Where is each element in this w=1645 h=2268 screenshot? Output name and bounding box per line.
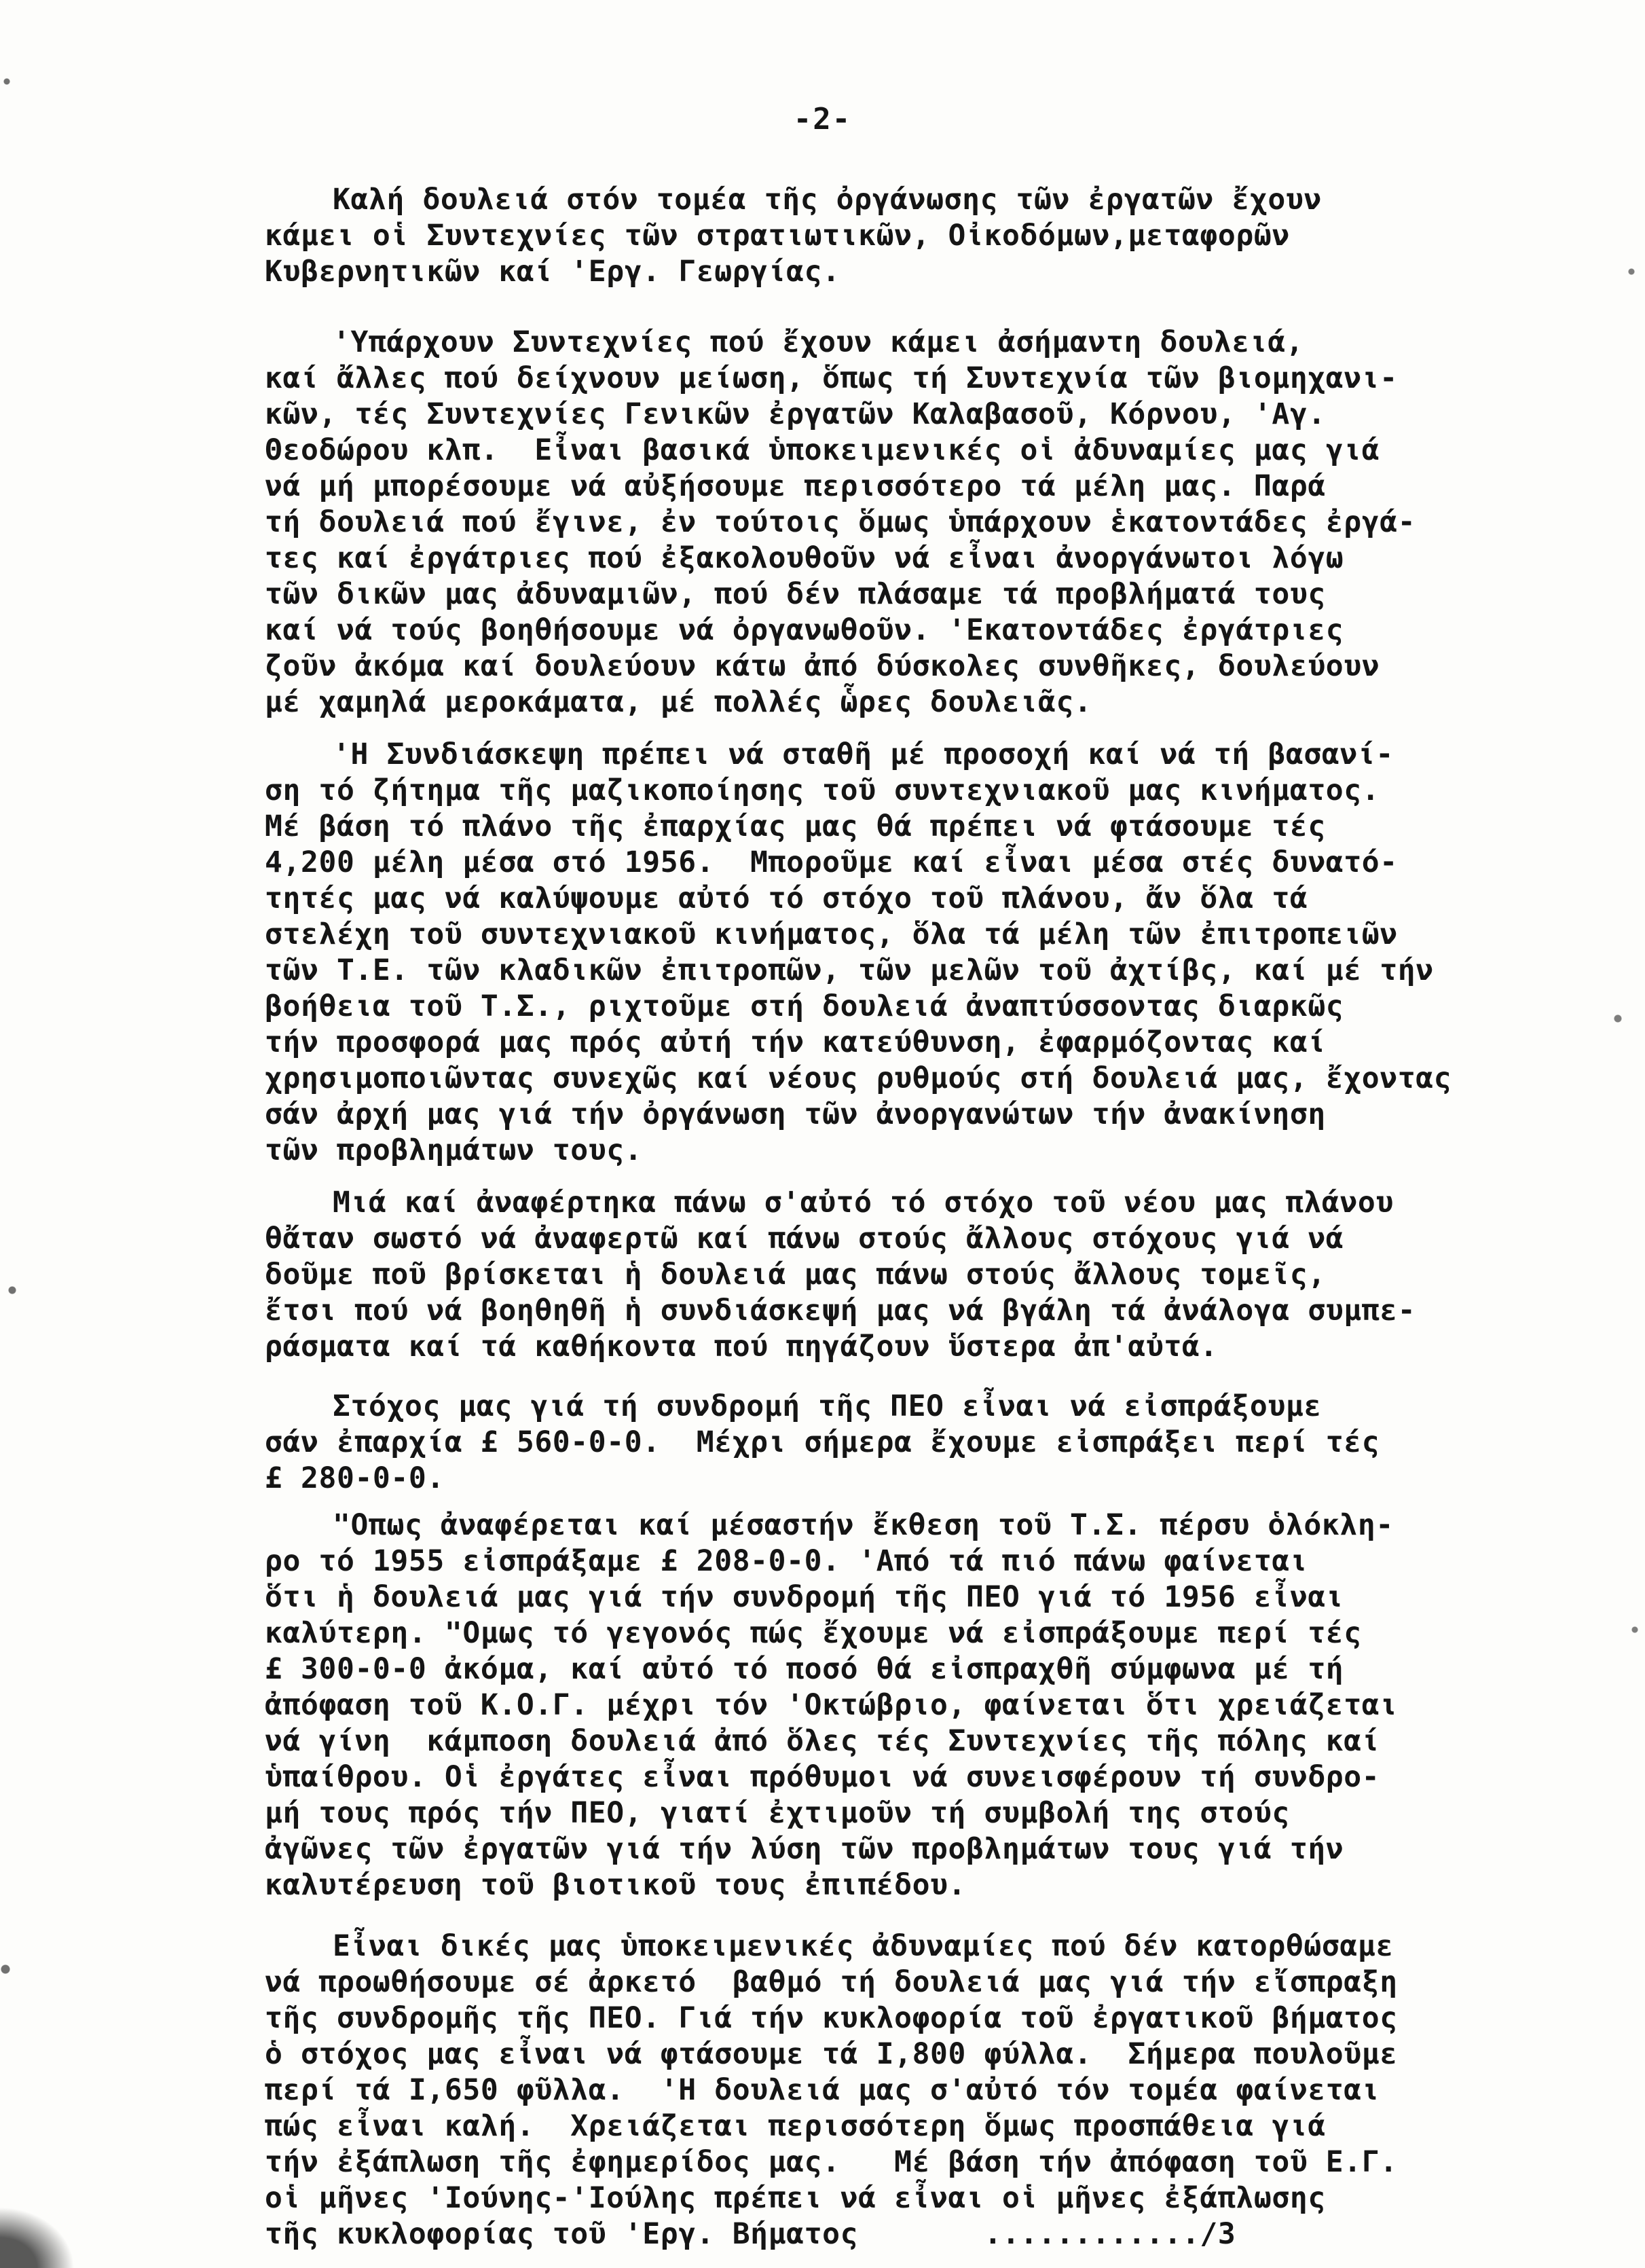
text-line: κάμει οἱ Συντεχνίες τῶν στρατιωτικῶν, Οἰκοδόμων,μεταφορῶν: [265, 219, 1290, 253]
text-line: στελέχη τοῦ συντεχνιακοῦ κινήματος, ὅλα τά μέλη τῶν ἐπιτροπειῶν: [265, 917, 1398, 951]
paragraph-conference-mass-membership: [265, 737, 1609, 1169]
text-line: τῶν δικῶν μας ἀδυναμιῶν, πού δέν πλάσαμε τά προβλήματά τους: [265, 577, 1326, 611]
text-line: ρο τό 1955 εἰσπράξαμε £ 208-0-0. 'Από τά πιό πάνω φαίνεται: [265, 1544, 1308, 1578]
scan-corner-smudge: [0, 2207, 75, 2268]
page-number: -2-: [793, 102, 852, 136]
text-line: βοήθεια τοῦ Τ.Σ., ριχτοῦμε στή δουλειά ἀναπτύσσοντας διαρκῶς: [265, 989, 1344, 1023]
text-line: ση τό ζήτημα τῆς μαζικοποίησης τοῦ συντεχνιακοῦ μας κινήματος.: [265, 773, 1380, 807]
text-line: Κυβερνητικῶν καί 'Εργ. Γεωργίας.: [265, 255, 840, 289]
text-line: τήν προσφορά μας πρός αὐτή τήν κατεύθυνση, ἐφαρμόζοντας καί: [265, 1025, 1326, 1059]
text-line: σάν ἐπαρχία £ 560-0-0. Μέχρι σήμερα ἔχουμε εἰσπράξει περί τές: [265, 1425, 1380, 1459]
text-line: £ 280-0-0.: [265, 1461, 445, 1495]
text-line: καί νά τούς βοηθήσουμε νά ὀργανωθοῦν. 'Εκατοντάδες ἐργάτριες: [265, 613, 1344, 647]
text-line: ὁ στόχος μας εἶναι νά φτάσουμε τά I,800 φύλλα. Σήμερα πουλοῦμε: [265, 2037, 1398, 2071]
text-line: τήν ἐξάπλωση τῆς ἐφημερίδος μας. Μέ βάση τήν ἀπόφαση τοῦ Ε.Γ.: [265, 2145, 1398, 2179]
text-line: θἄταν σωστό νά ἀναφερτῶ καί πάνω στούς ἄλλους στόχους γιά νά: [265, 1222, 1344, 1256]
text-line: δοῦμε ποῦ βρίσκεται ἡ δουλειά μας πάνω στούς ἄλλους τομεῖς,: [265, 1258, 1326, 1292]
text-line: τῶν Τ.Ε. τῶν κλαδικῶν ἐπιτροπῶν, τῶν μελῶν τοῦ ἀχτίβς, καί μέ τήν: [265, 953, 1434, 987]
text-line: περί τά I,650 φῦλλα. 'Η δουλειά μας σ'αὐτό τόν τομέα φαίνεται: [265, 2073, 1380, 2107]
scan-edge-noise-left: [0, 0, 27, 2268]
text-line: ἀπόφαση τοῦ Κ.Ο.Γ. μέχρι τόν 'Οκτώβριο, φαίνεται ὅτι χρειάζεται: [265, 1688, 1398, 1722]
paragraph-organization-work: [265, 182, 1609, 290]
text-line: ἔτσι πού νά βοηθηθῆ ἡ συνδιάσκεψή μας νά βγάλη τά ἀνάλογα συμπε-: [265, 1294, 1416, 1328]
text-line: 'Η Συνδιάσκεψη πρέπει νά σταθῆ μέ προσοχή καί νά τή βασανί-: [333, 737, 1394, 771]
paragraph-subscription-progress: [265, 1507, 1609, 1903]
paragraph-peo-subscription-target: [265, 1389, 1609, 1497]
text-line: Στόχος μας γιά τή συνδρομή τῆς ΠΕΟ εἶναι νά εἰσπράξουμε: [333, 1389, 1322, 1423]
text-line: τητές μας νά καλύψουμε αὐτό τό στόχο τοῦ πλάνου, ἄν ὅλα τά: [265, 881, 1308, 915]
text-line: μέ χαμηλά μεροκάματα, μέ πολλές ὧρες δουλειᾶς.: [265, 685, 1092, 719]
text-line: ὑπαίθρου. Οἱ ἐργάτες εἶναι πρόθυμοι νά συνεισφέρουν τή συνδρο-: [265, 1760, 1380, 1794]
text-line: Μέ βάση τό πλάνο τῆς ἐπαρχίας μας θά πρέπει νά φτάσουμε τές: [265, 809, 1326, 843]
text-line: "Οπως ἀναφέρεται καί μέσαστήν ἔκθεση τοῦ Τ.Σ. πέρσυ ὁλόκλη-: [333, 1508, 1394, 1542]
text-line: νά προωθήσουμε σέ ἀρκετό βαθμό τή δουλειά μας γιά τήν εἴσπραξη: [265, 1965, 1398, 1999]
text-line: Καλή δουλειά στόν τομέα τῆς ὀργάνωσης τῶν ἐργατῶν ἔχουν: [333, 183, 1322, 217]
text-line: τή δουλειά πού ἔγινε, ἐν τούτοις ὅμως ὑπάρχουν ἑκατοντάδες ἐργά-: [265, 505, 1416, 539]
text-line: £ 300-0-0 ἀκόμα, καί αὐτό τό ποσό θά εἰσπραχθῆ σύμφωνα μέ τή: [265, 1652, 1344, 1686]
text-line: κῶν, τές Συντεχνίες Γενικῶν ἐργατῶν Καλαβασοῦ, Κόρνου, 'Αγ.: [265, 397, 1326, 431]
text-line: οἱ μῆνες 'Ιούνης-'Ιούλης πρέπει νά εἶναι οἱ μῆνες ἐξάπλωσης: [265, 2181, 1326, 2215]
text-line: τες καί ἐργάτριες πού ἐξακολουθοῦν νά εἶναι ἀνοργάνωτοι λόγω: [265, 541, 1344, 575]
text-line: νά μή μπορέσουμε νά αὐξήσουμε περισσότερο τά μέλη μας. Παρά: [265, 469, 1326, 503]
text-line: Εἶναι δικές μας ὑποκειμενικές ἀδυναμίες πού δέν κατορθώσαμε: [333, 1929, 1394, 1963]
text-line: ἀγῶνες τῶν ἐργατῶν γιά τήν λύση τῶν προβλημάτων τους γιά τήν: [265, 1832, 1344, 1866]
text-line: καλυτέρευση τοῦ βιοτικοῦ τους ἐπιπέδου.: [265, 1868, 967, 1902]
paragraph-ergatiko-vima-circulation: [265, 1928, 1609, 2252]
text-line: τῆς κυκλοφορίας τοῦ 'Εργ. Βήματος ............/3: [265, 2217, 1236, 2251]
text-line: πώς εἶναι καλή. Χρειάζεται περισσότερη ὅμως προσπάθεια γιά: [265, 2109, 1326, 2143]
text-line: μή τους πρός τήν ΠΕΟ, γιατί ἐχτιμοῦν τή συμβολή της στούς: [265, 1796, 1290, 1830]
text-line: ράσματα καί τά καθήκοντα πού πηγάζουν ὕστερα ἀπ'αὐτά.: [265, 1330, 1218, 1364]
text-line: Μιά καί ἀναφέρτηκα πάνω σ'αὐτό τό στόχο τοῦ νέου μας πλάνου: [333, 1186, 1394, 1220]
text-line: σάν ἀρχή μας γιά τήν ὀργάνωση τῶν ἀνοργανώτων τήν ἀνακίνηση: [265, 1097, 1326, 1131]
text-line: Θεοδώρου κλπ. Εἶναι βασικά ὑποκειμενικές οἱ ἀδυναμίες μας γιά: [265, 433, 1380, 467]
text-line: τῆς συνδρομῆς τῆς ΠΕΟ. Γιά τήν κυκλοφορία τοῦ ἐργατικοῦ βήματος: [265, 2001, 1398, 2035]
paragraph-other-targets: [265, 1185, 1609, 1365]
text-line: ζοῦν ἀκόμα καί δουλεύουν κάτω ἀπό δύσκολες συνθῆκες, δουλεύουν: [265, 649, 1380, 683]
text-line: ὅτι ἡ δουλειά μας γιά τήν συνδρομή τῆς ΠΕΟ γιά τό 1956 εἶναι: [265, 1580, 1344, 1614]
text-line: χρησιμοποιῶντας συνεχῶς καί νέους ρυθμούς στή δουλειά μας, ἔχοντας: [265, 1061, 1452, 1095]
paragraph-unions-weakness: [265, 325, 1609, 720]
text-line: καλύτερη. "Ομως τό γεγονός πώς ἔχουμε νά εἰσπράξουμε περί τές: [265, 1616, 1362, 1650]
text-line: 4,200 μέλη μέσα στό 1956. Μποροῦμε καί εἶναι μέσα στές δυνατό-: [265, 845, 1398, 879]
text-line: 'Υπάρχουν Συντεχνίες πού ἔχουν κάμει ἀσήμαντη δουλειά,: [333, 325, 1304, 359]
text-line: νά γίνη κάμποση δουλειά ἀπό ὅλες τές Συντεχνίες τῆς πόλης καί: [265, 1724, 1380, 1758]
text-line: καί ἄλλες πού δείχνουν μείωση, ὅπως τή Συντεχνία τῶν βιομηχανι-: [265, 361, 1398, 395]
text-line: τῶν προβλημάτων τους.: [265, 1133, 643, 1167]
